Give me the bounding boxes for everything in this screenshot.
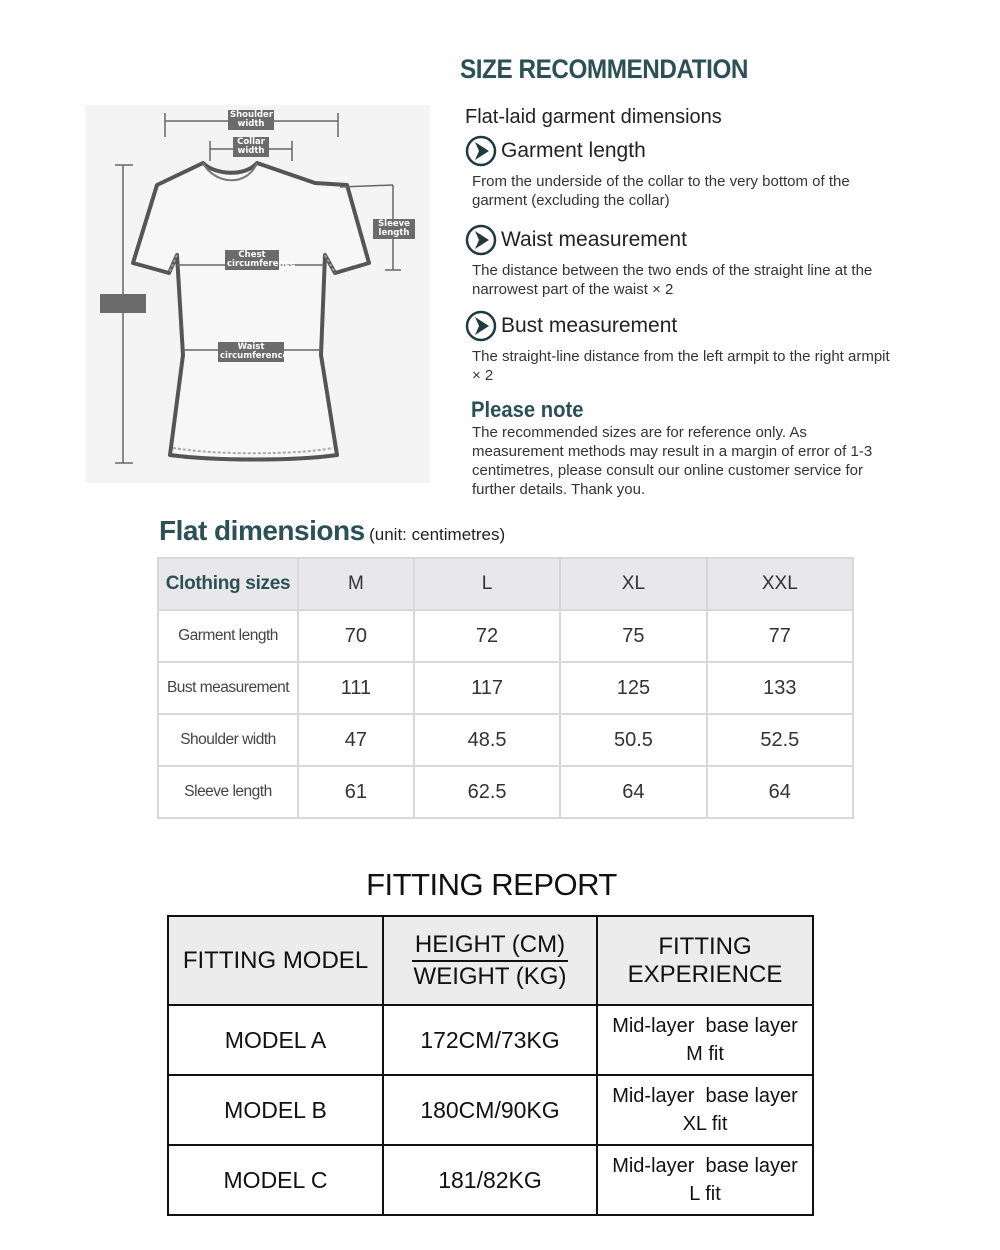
table-row (168, 1075, 813, 1145)
experience-line: Mid-layer base layer (612, 1085, 798, 1107)
note-title: Please note (471, 397, 584, 422)
experience-line: Mid-layer base layer (612, 1015, 798, 1037)
table-row (158, 766, 853, 818)
intro-heading: Flat-laid garment dimensions (465, 106, 722, 128)
table-cell: 61 (298, 766, 414, 818)
height-weight-cell: 180CM/90KG (383, 1075, 597, 1145)
header-cell: Clothing sizes (158, 558, 298, 610)
experience-cell (597, 1005, 813, 1075)
waist-measurement-definition (465, 224, 895, 299)
table-row (168, 1145, 813, 1215)
flat-dimensions-heading: Flat dimensions (159, 515, 365, 546)
fitting-table (167, 915, 814, 1216)
table-cell: 70 (298, 610, 414, 662)
table-cell: 62.5 (414, 766, 560, 818)
measure-description: From the underside of the collar to the very bottom of the garment (excluding the collar) (472, 173, 850, 209)
shoulder-width-label: Shoulder width (230, 110, 274, 129)
table-cell: 77 (707, 610, 853, 662)
table-cell: 133 (707, 662, 853, 714)
header-cell: L (414, 558, 560, 610)
table-cell: 48.5 (414, 714, 560, 766)
height-weight-cell: 181/82KG (383, 1145, 597, 1215)
table-row (158, 610, 853, 662)
row-label: Bust measurement (158, 662, 298, 714)
measure-title: Waist measurement (501, 228, 687, 251)
header-cell: XXL (707, 558, 853, 610)
table-cell: 75 (560, 610, 706, 662)
garment-length-label-block (100, 294, 146, 313)
header-cell: M (298, 558, 414, 610)
experience-fit: XL fit (682, 1113, 728, 1135)
experience-line: Mid-layer base layer (612, 1155, 798, 1177)
row-label: Sleeve length (158, 766, 298, 818)
weight-header: WEIGHT (KG) (413, 962, 567, 990)
experience-fit: L fit (689, 1183, 721, 1205)
table-cell: 125 (560, 662, 706, 714)
fitting-report-title: FITTING REPORT (366, 867, 617, 902)
table-cell: 64 (707, 766, 853, 818)
fitting-header-row (168, 916, 813, 1005)
garment-diagram (85, 105, 430, 483)
measure-title: Bust measurement (501, 314, 678, 337)
chevron-right-icon (465, 224, 497, 256)
table-header-row (158, 558, 853, 610)
header-cell: XL (560, 558, 706, 610)
page-title: SIZE RECOMMENDATION (460, 54, 748, 84)
experience-header-line: EXPERIENCE (627, 960, 783, 988)
table-cell: 117 (414, 662, 560, 714)
experience-fit: M fit (686, 1043, 724, 1065)
header-cell-height-weight (383, 916, 597, 1005)
chevron-right-icon (465, 135, 497, 167)
note-text: The recommended sizes are for reference only. As measurement methods may result in a margin of error of 1-3 centimetres, please consult our online customer service for further details. Thank you. (472, 424, 873, 498)
model-cell: MODEL A (168, 1005, 383, 1075)
model-cell: MODEL B (168, 1075, 383, 1145)
table-row (158, 662, 853, 714)
table-cell: 72 (414, 610, 560, 662)
header-cell-model: FITTING MODEL (168, 916, 383, 1005)
measure-description: The straight-line distance from the left armpit to the right armpit × 2 (472, 348, 890, 384)
height-weight-cell: 172CM/73KG (383, 1005, 597, 1075)
measure-description: The distance between the two ends of the straight line at the narrowest part of the waist × 2 (472, 262, 873, 298)
measure-title: Garment length (501, 139, 646, 162)
height-header: HEIGHT (CM) (412, 930, 569, 962)
waist-circumference-label: Waist circumference (220, 342, 289, 361)
sleeve-length-label: Sleeve length (373, 219, 415, 239)
experience-cell (597, 1145, 813, 1215)
garment-length-definition (465, 135, 895, 210)
table-row (158, 714, 853, 766)
experience-header-line: FITTING (658, 932, 752, 960)
size-table (157, 557, 854, 819)
table-cell: 50.5 (560, 714, 706, 766)
table-cell: 47 (298, 714, 414, 766)
model-cell: MODEL C (168, 1145, 383, 1215)
chevron-right-icon (465, 310, 497, 342)
experience-cell (597, 1075, 813, 1145)
table-cell: 111 (298, 662, 414, 714)
table-row (168, 1005, 813, 1075)
chest-circumference-label: Chest circumference (227, 250, 296, 269)
header-cell-experience (597, 916, 813, 1005)
row-label: Garment length (158, 610, 298, 662)
row-label: Shoulder width (158, 714, 298, 766)
flat-dimensions-title (159, 515, 505, 547)
flat-dimensions-unit: (unit: centimetres) (369, 525, 506, 544)
bust-measurement-definition (465, 310, 895, 385)
collar-width-label: Collar width (233, 137, 269, 157)
table-cell: 52.5 (707, 714, 853, 766)
table-cell: 64 (560, 766, 706, 818)
